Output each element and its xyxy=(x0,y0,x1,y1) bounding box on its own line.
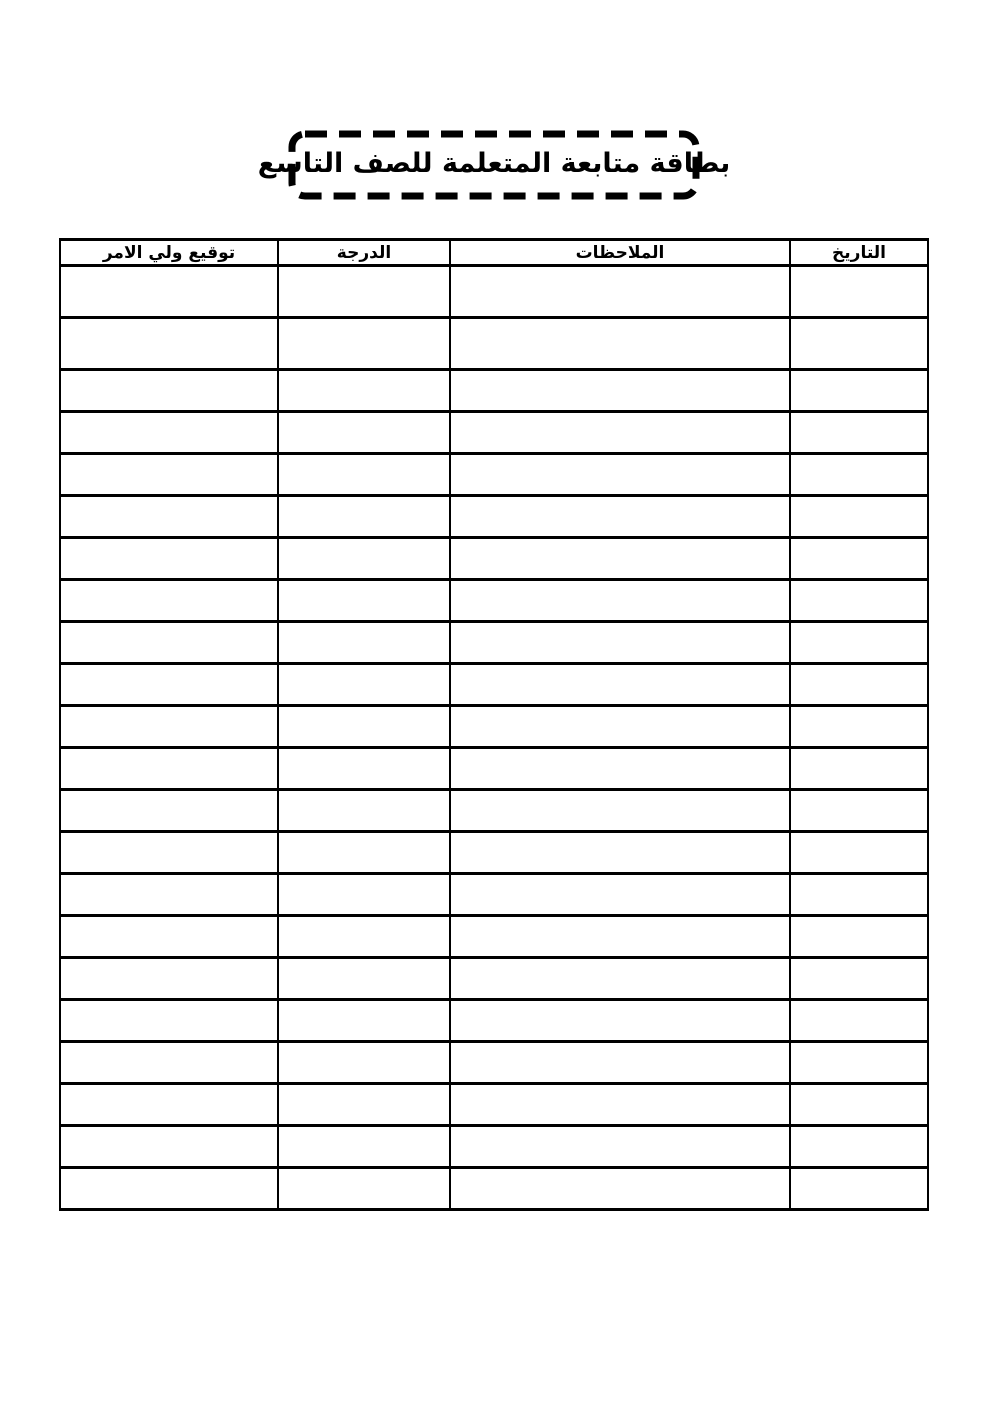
cell-signature xyxy=(60,370,278,412)
cell-date xyxy=(790,454,928,496)
cell-date xyxy=(790,538,928,580)
cell-date xyxy=(790,706,928,748)
cell-date xyxy=(790,1084,928,1126)
table-row xyxy=(60,318,928,370)
table-row xyxy=(60,1000,928,1042)
cell-notes xyxy=(450,412,790,454)
cell-signature xyxy=(60,622,278,664)
cell-date xyxy=(790,916,928,958)
cell-grade xyxy=(278,622,450,664)
cell-date xyxy=(790,1126,928,1168)
cell-signature xyxy=(60,958,278,1000)
cell-signature xyxy=(60,790,278,832)
cell-signature xyxy=(60,1126,278,1168)
table-row xyxy=(60,706,928,748)
cell-date xyxy=(790,370,928,412)
cell-notes xyxy=(450,790,790,832)
column-header-signature: توقيع ولي الامر xyxy=(60,240,278,266)
table-body xyxy=(60,266,928,1210)
cell-notes xyxy=(450,1042,790,1084)
cell-signature xyxy=(60,1042,278,1084)
cell-grade xyxy=(278,496,450,538)
cell-date xyxy=(790,874,928,916)
cell-grade xyxy=(278,580,450,622)
cell-notes xyxy=(450,1084,790,1126)
cell-grade xyxy=(278,1168,450,1210)
cell-signature xyxy=(60,580,278,622)
cell-grade xyxy=(278,1042,450,1084)
title-box xyxy=(257,130,731,200)
cell-date xyxy=(790,1168,928,1210)
cell-signature xyxy=(60,496,278,538)
cell-grade xyxy=(278,318,450,370)
page-title: بطاقة متابعة المتعلمة للصف التاسع xyxy=(257,147,731,179)
table-row xyxy=(60,1168,928,1210)
cell-signature xyxy=(60,832,278,874)
table-row xyxy=(60,790,928,832)
cell-notes xyxy=(450,916,790,958)
cell-grade xyxy=(278,370,450,412)
cell-notes xyxy=(450,706,790,748)
cell-date xyxy=(790,958,928,1000)
cell-date xyxy=(790,1042,928,1084)
cell-grade xyxy=(278,412,450,454)
cell-grade xyxy=(278,832,450,874)
cell-signature xyxy=(60,454,278,496)
cell-grade xyxy=(278,538,450,580)
cell-notes xyxy=(450,832,790,874)
cell-notes xyxy=(450,958,790,1000)
cell-notes xyxy=(450,580,790,622)
cell-notes xyxy=(450,454,790,496)
table-row xyxy=(60,664,928,706)
cell-date xyxy=(790,664,928,706)
cell-signature xyxy=(60,916,278,958)
cell-grade xyxy=(278,748,450,790)
cell-notes xyxy=(450,664,790,706)
table-row xyxy=(60,622,928,664)
followup-table xyxy=(59,238,929,1211)
cell-signature xyxy=(60,706,278,748)
cell-notes xyxy=(450,748,790,790)
table-row xyxy=(60,874,928,916)
cell-grade xyxy=(278,958,450,1000)
cell-notes xyxy=(450,1168,790,1210)
table-row xyxy=(60,832,928,874)
cell-date xyxy=(790,266,928,318)
column-header-notes: الملاحظات xyxy=(450,240,790,266)
table-row xyxy=(60,1126,928,1168)
cell-grade xyxy=(278,1000,450,1042)
cell-signature xyxy=(60,1084,278,1126)
cell-date xyxy=(790,580,928,622)
cell-date xyxy=(790,790,928,832)
column-header-grade: الدرجة xyxy=(278,240,450,266)
table-row xyxy=(60,1042,928,1084)
cell-grade xyxy=(278,874,450,916)
cell-date xyxy=(790,832,928,874)
table-row xyxy=(60,538,928,580)
table-row xyxy=(60,370,928,412)
cell-notes xyxy=(450,874,790,916)
cell-signature xyxy=(60,1168,278,1210)
cell-notes xyxy=(450,266,790,318)
cell-date xyxy=(790,622,928,664)
cell-notes xyxy=(450,538,790,580)
cell-date xyxy=(790,496,928,538)
column-header-date: التاريخ xyxy=(790,240,928,266)
cell-signature xyxy=(60,538,278,580)
table-row xyxy=(60,412,928,454)
cell-notes xyxy=(450,496,790,538)
table-header xyxy=(60,240,928,266)
table-row xyxy=(60,958,928,1000)
cell-date xyxy=(790,1000,928,1042)
header-row xyxy=(60,240,928,266)
cell-grade xyxy=(278,454,450,496)
cell-signature xyxy=(60,266,278,318)
cell-notes xyxy=(450,622,790,664)
cell-signature xyxy=(60,412,278,454)
table-row xyxy=(60,1084,928,1126)
cell-signature xyxy=(60,1000,278,1042)
table-row xyxy=(60,916,928,958)
cell-grade xyxy=(278,706,450,748)
table-row xyxy=(60,496,928,538)
cell-date xyxy=(790,318,928,370)
cell-signature xyxy=(60,874,278,916)
cell-grade xyxy=(278,664,450,706)
cell-grade xyxy=(278,1126,450,1168)
table-row xyxy=(60,580,928,622)
cell-signature xyxy=(60,318,278,370)
cell-signature xyxy=(60,748,278,790)
cell-grade xyxy=(278,266,450,318)
cell-signature xyxy=(60,664,278,706)
cell-grade xyxy=(278,1084,450,1126)
table-row xyxy=(60,266,928,318)
cell-notes xyxy=(450,370,790,412)
cell-notes xyxy=(450,1000,790,1042)
cell-grade xyxy=(278,790,450,832)
table-row xyxy=(60,748,928,790)
table-row xyxy=(60,454,928,496)
cell-date xyxy=(790,412,928,454)
cell-notes xyxy=(450,318,790,370)
cell-date xyxy=(790,748,928,790)
cell-grade xyxy=(278,916,450,958)
cell-notes xyxy=(450,1126,790,1168)
